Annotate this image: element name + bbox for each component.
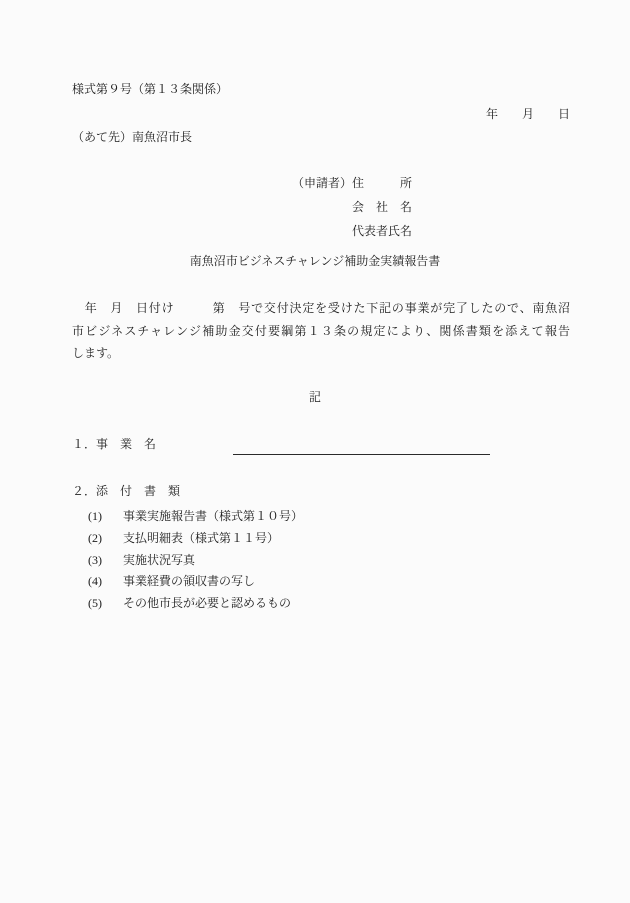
- applicant-representative-field: 代表者氏名: [352, 224, 413, 238]
- list-item-text: 事業実施報告書（様式第１０号）: [123, 509, 304, 523]
- body-paragraph: [72, 297, 570, 365]
- list-item-number: (1): [88, 509, 102, 523]
- list-item: [72, 593, 303, 615]
- business-name-blank-line: [233, 454, 490, 455]
- applicant-address-field: 住 所: [352, 176, 413, 190]
- document-title: 南魚沼市ビジネスチャレンジ補助金実績報告書: [189, 254, 441, 268]
- list-item: [72, 528, 303, 550]
- list-item-text: 支払明細表（様式第１１号）: [123, 530, 280, 545]
- list-item: [72, 571, 303, 593]
- applicant-block: [292, 171, 412, 243]
- list-item-number: (5): [88, 596, 102, 611]
- list-item-number: (4): [88, 574, 102, 589]
- body-line-1: 年 月 日付け 第 号で交付決定を受けた下記の事業が完了したので、南魚沼: [72, 301, 570, 315]
- applicant-label: （申請者）: [292, 176, 353, 190]
- list-item-text: 実施状況写真: [123, 552, 196, 567]
- applicant-address-line: [292, 171, 412, 195]
- list-item: [72, 506, 303, 528]
- body-line-3: します。: [72, 346, 120, 360]
- list-item-text: 事業経費の領収書の写し: [123, 574, 256, 589]
- date-line: 年 月 日: [485, 107, 570, 121]
- section-1-business-name-label: １．事 業 名: [72, 437, 157, 451]
- list-item: [72, 550, 303, 572]
- attachment-list: [72, 506, 303, 615]
- list-item-text: その他市長が必要と認めるもの: [123, 596, 292, 611]
- section-2-attachments-label: ２．添 付 書 類: [72, 484, 181, 498]
- applicant-company-field: 会 社 名: [352, 200, 413, 214]
- record-marker: 記: [308, 390, 321, 404]
- list-item-number: (2): [88, 530, 102, 545]
- addressee-line: （あて先）南魚沼市長: [72, 130, 193, 144]
- list-item-number: (3): [88, 552, 102, 567]
- body-line-2: 市ビジネスチャレンジ補助金交付要綱第１３条の規定により、関係書類を添えて報告: [72, 323, 570, 338]
- form-number: 様式第９号（第１３条関係）: [72, 82, 229, 96]
